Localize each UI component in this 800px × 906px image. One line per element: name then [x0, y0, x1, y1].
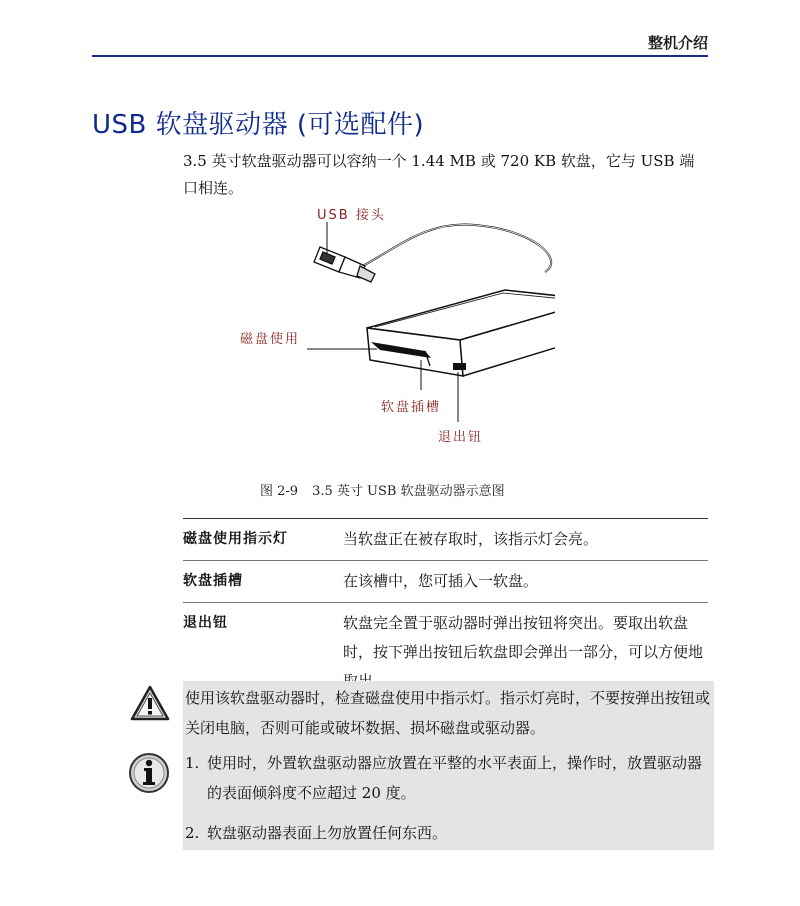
table-desc: 在该槽中，您可插入一软盘。 — [343, 572, 539, 590]
section-title: USB 软盘驱动器 (可选配件) — [92, 110, 425, 140]
warning-note — [183, 681, 714, 747]
table-term: 退出钮 — [183, 615, 228, 631]
figure-caption — [260, 480, 505, 499]
list-item — [185, 818, 710, 848]
intro-paragraph: 3.5 英寸软盘驱动器可以容纳一个 1.44 MB 或 720 KB 软盘，它与 USB 端口相连。 — [183, 152, 695, 197]
list-number: 2. — [185, 824, 200, 842]
usb-floppy-figure — [235, 200, 555, 450]
parts-table — [183, 518, 708, 703]
figure-caption-text: 3.5 英寸 USB 软盘驱动器示意图 — [312, 484, 505, 499]
list-item — [185, 748, 710, 808]
table-term: 磁盘使用指示灯 — [183, 531, 288, 547]
disk-slot-label: 软盘插槽 — [381, 400, 442, 415]
table-term: 软盘插槽 — [183, 573, 243, 589]
info-icon — [128, 752, 170, 794]
table-desc: 软盘完全置于驱动器时弹出按钮将突出。要取出软盘时，按下弹出按钮后软盘即会弹出一部分，可以方便地 — [343, 614, 704, 661]
warning-text: 使用该软盘驱动器时，检查磁盘使用中指示灯。指示灯亮时，不要按弹出按钮或关闭电脑，否则可能或破坏数据、损坏磁盘或驱动器。 — [185, 689, 711, 737]
usb-connector-label: USB 接头 — [317, 208, 386, 223]
table-row — [183, 560, 708, 602]
warning-triangle-icon — [130, 684, 170, 724]
list-number: 1. — [185, 754, 200, 772]
table-desc: 当软盘正在被存取时，该指示灯会亮。 — [343, 530, 599, 548]
list-text: 使用时，外置软盘驱动器应放置在平整的水平表面上，操作时，放置驱动器的表面倾斜度不应超过 20 度。 — [207, 754, 703, 802]
info-note — [183, 746, 714, 850]
table-row — [183, 519, 708, 560]
header-rule — [92, 55, 708, 57]
eject-button-label: 退出钮 — [438, 430, 484, 445]
running-header: 整机介绍 — [647, 34, 708, 52]
figure-number: 图 2-9 — [260, 484, 299, 499]
disk-in-use-label: 磁盘使用 — [240, 332, 301, 347]
list-text: 软盘驱动器表面上勿放置任何东西。 — [207, 824, 448, 842]
